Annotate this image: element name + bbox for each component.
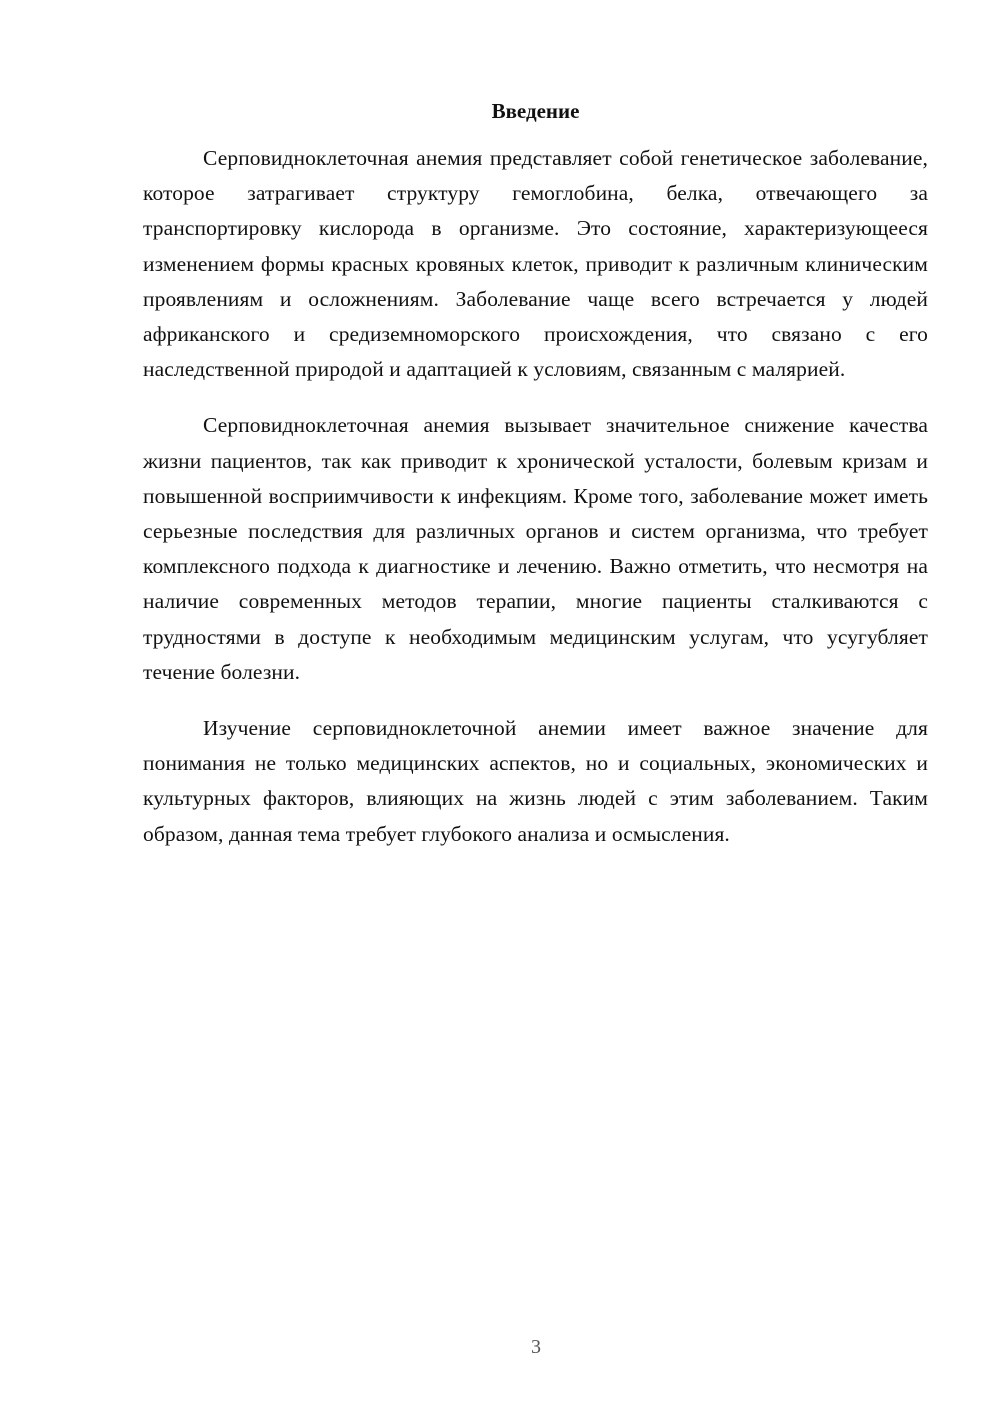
paragraph-3: Изучение серповидноклеточной анемии имеет важное значение для понимания не только медицинских аспектов, но и социальных, экономических и культурных факторов, влияющих на жизнь людей с этим заболеванием. Таким образом, данная тема требует глубокого анализа и осмысления. [143, 716, 928, 846]
paragraph-1: Серповидноклеточная анемия представляет собой генетическое заболевание, которое затрагивает структуру гемоглобина, белка, отвечающего за транспортировку кислорода в организме. Это состояние, характеризующееся изменением формы красных кровяных клеток, приводит к различным клиническим проявлениям и осложнениям. Заболевание чаще всего встречается у людей африканского и средиземноморского происхождения, что связано с его наследственной природой и адаптацией к условиям, связанным с малярией. [143, 146, 928, 382]
section-heading: Введение [491, 99, 580, 123]
page-content [143, 94, 928, 873]
paragraph-2: Серповидноклеточная анемия вызывает значительное снижение качества жизни пациентов, так как приводит к хронической усталости, болевым кризам и повышенной восприимчивости к инфекциям. Кроме того, заболевание может иметь серьезные последствия для различных органов и систем организма, что требует комплексного подхода к диагностике и лечению. Важно отметить, что несмотря на наличие современных методов терапии, многие пациенты сталкиваются с трудностями в доступе к необходимым медицинским услугам, что усугубляет течение болезни. [143, 413, 928, 684]
page-number: 3 [531, 1336, 541, 1358]
